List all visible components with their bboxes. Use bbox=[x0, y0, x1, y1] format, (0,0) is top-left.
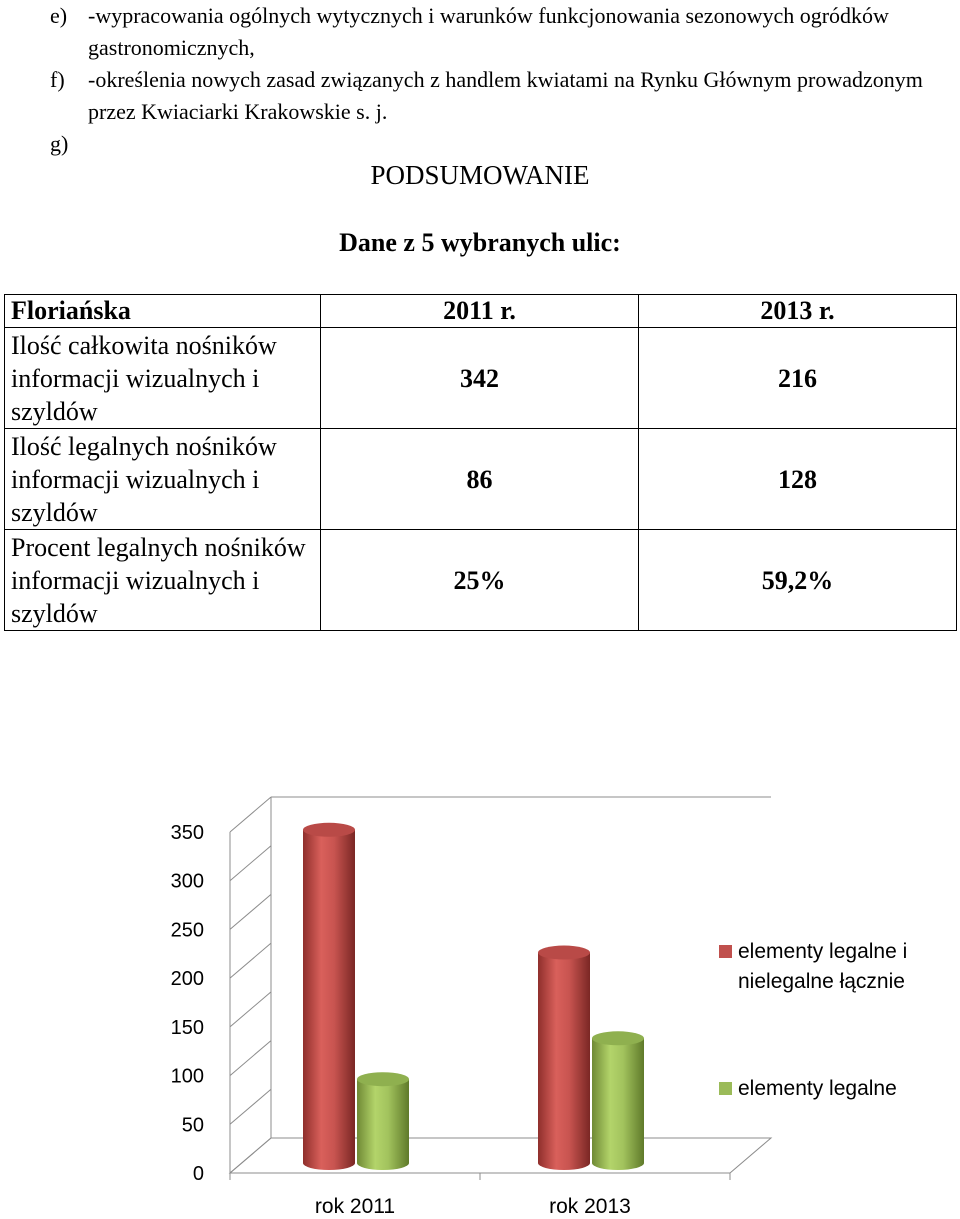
table-cell-value: 59,2% bbox=[639, 530, 957, 631]
table-row bbox=[5, 530, 957, 631]
table-header-row bbox=[5, 295, 957, 328]
list-text: -określenia nowych zasad związanych z handlem kwiatami na Rynku Głównym prowadzonym przez Kwiaciarki Krakowskie s. j. bbox=[88, 67, 923, 124]
bar-body bbox=[538, 953, 590, 1170]
bar-body bbox=[592, 1038, 644, 1170]
table-cell-value: 25% bbox=[321, 530, 639, 631]
bar-top bbox=[357, 1072, 409, 1086]
list-item-e bbox=[50, 0, 950, 64]
bar-legal-2013 bbox=[592, 1031, 644, 1170]
gridline bbox=[230, 1041, 271, 1076]
table-cell-label: Ilość całkowita nośników informacji wizualnych i szyldów bbox=[5, 328, 321, 429]
list-letter: f) bbox=[50, 67, 65, 92]
list-item-g bbox=[50, 128, 950, 160]
y-tick-label: 100 bbox=[170, 1065, 204, 1088]
table-cell-value: 216 bbox=[639, 328, 957, 429]
table-row bbox=[5, 328, 957, 429]
y-tick-label: 250 bbox=[170, 919, 204, 942]
item-list bbox=[50, 0, 950, 160]
table-header-cell: 2011 r. bbox=[321, 295, 639, 328]
legend-swatch-series1 bbox=[719, 945, 732, 958]
bar-total-2011 bbox=[303, 823, 355, 1170]
gridline bbox=[230, 797, 271, 832]
list-letter: e) bbox=[50, 3, 68, 28]
bar-top bbox=[538, 946, 590, 960]
bar-total-2013 bbox=[538, 946, 590, 1170]
table-cell-label: Ilość legalnych nośników informacji wizualnych i szyldów bbox=[5, 429, 321, 530]
legend-line: elementy legalne i bbox=[738, 940, 908, 963]
y-tick-label: 200 bbox=[170, 968, 204, 991]
y-tick-label: 350 bbox=[170, 822, 204, 844]
bar-legal-2011 bbox=[357, 1072, 409, 1170]
table-row bbox=[5, 429, 957, 530]
gridline bbox=[230, 1089, 271, 1124]
x-category-label: rok 2011 bbox=[314, 1195, 396, 1218]
bar-chart bbox=[150, 790, 950, 1219]
gridline bbox=[230, 894, 271, 929]
chart-tick-labels bbox=[171, 822, 204, 1185]
chart-category-labels bbox=[315, 1195, 631, 1218]
data-table bbox=[4, 294, 957, 631]
x-category-label: rok 2013 bbox=[549, 1195, 631, 1218]
y-tick-label: 300 bbox=[170, 870, 204, 893]
y-tick-label: 50 bbox=[181, 1114, 204, 1137]
legend-swatch-series2 bbox=[719, 1082, 732, 1095]
chart-bars bbox=[303, 823, 644, 1170]
list-item-f bbox=[50, 64, 950, 128]
list-letter: g) bbox=[50, 131, 69, 156]
legend-label-series1 bbox=[738, 937, 907, 997]
gridline bbox=[230, 846, 271, 881]
y-tick-label: 150 bbox=[170, 1016, 204, 1039]
table-cell-label: Procent legalnych nośników informacji wizualnych i szyldów bbox=[5, 530, 321, 631]
legend-label-series2: elementy legalne bbox=[738, 1077, 897, 1100]
gridline bbox=[230, 943, 271, 978]
bar-top bbox=[592, 1031, 644, 1045]
summary-title: PODSUMOWANIE bbox=[370, 160, 590, 190]
table-header-cell: 2013 r. bbox=[639, 295, 957, 328]
bar-body bbox=[357, 1079, 409, 1170]
bar-top bbox=[303, 823, 355, 837]
bar-body bbox=[303, 830, 355, 1170]
gridline bbox=[230, 992, 271, 1027]
table-header-cell: Floriańska bbox=[5, 295, 321, 328]
legend-line: nielegalne łącznie bbox=[738, 970, 905, 993]
list-text: -wypracowania ogólnych wytycznych i warunków funkcjonowania sezonowych ogródków gastronomicznych, bbox=[88, 3, 889, 60]
table-cell-value: 86 bbox=[321, 429, 639, 530]
subtitle: Dane z 5 wybranych ulic: bbox=[339, 228, 621, 257]
table-cell-value: 128 bbox=[639, 429, 957, 530]
table-cell-value: 342 bbox=[321, 328, 639, 429]
y-tick-label: 0 bbox=[192, 1163, 204, 1185]
